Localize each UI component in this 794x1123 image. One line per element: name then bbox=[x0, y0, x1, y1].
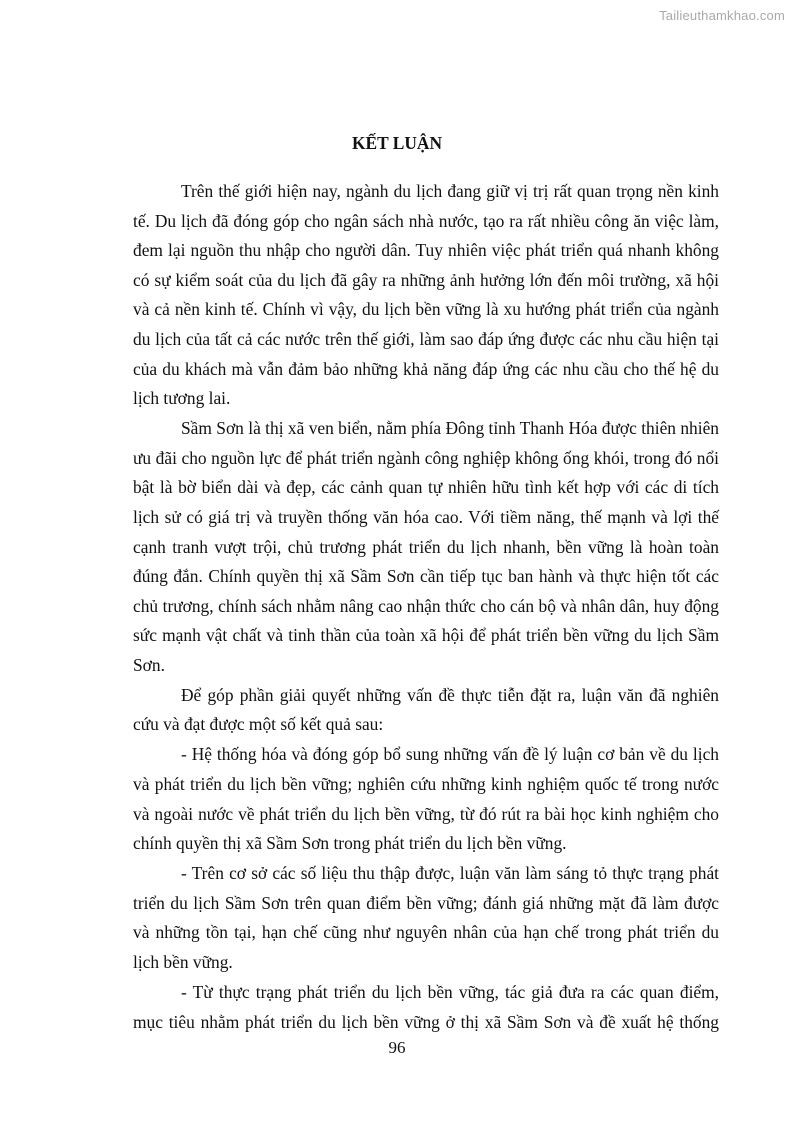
paragraph-6: - Từ thực trạng phát triển du lịch bền vững, tác giả đưa ra các quan điểm, mục tiêu nhằm phát triển du lịch bền vững ở thị xã Sầm Sơn và đề xuất hệ thống bbox=[133, 981, 719, 1032]
paragraph-5: - Trên cơ sở các số liệu thu thập được, luận văn làm sáng tỏ thực trạng phát triển du lịch Sầm Sơn trên quan điểm bền vững; đánh giá những mặt đã làm được và những tồn tại, hạn chế cũng như nguyên nhân của hạn chế trong phát triển du lịch bền vững. bbox=[133, 863, 719, 972]
paragraph-4: - Hệ thống hóa và đóng góp bổ sung những vấn đề lý luận cơ bản về du lịch và phát triển du lịch bền vững; nghiên cứu những kinh nghiệm quốc tế trong nước và ngoài nước về phát triển du lịch bền vững, từ đó rút ra bài học kinh nghiệm cho chính quyền thị xã Sầm Sơn trong phát triển du lịch bền vững. bbox=[133, 744, 719, 854]
body-text bbox=[133, 177, 719, 1038]
page-heading: KẾT LUẬN bbox=[351, 133, 443, 153]
watermark-text: Tailieuthamkhao.com bbox=[659, 8, 785, 23]
paragraph-1: Trên thế giới hiện nay, ngành du lịch đang giữ vị trị rất quan trọng nền kinh tế. Du lịch đã đóng góp cho ngân sách nhà nước, tạo ra rất nhiều công ăn việc làm, đem lại nguồn thu nhập cho người dân. Tuy nhiên việc phát triển quá nhanh không có sự kiểm soát của du lịch đã gây ra những ảnh hưởng lớn đến môi trường, xã hội và cả nền kinh tế. Chính vì vậy, du lịch bền vững là xu hướng phát triển của ngành du lịch của tất cả các nước trên thế giới, làm sao đáp ứng được các nhu cầu hiện tại của du khách mà vẫn đảm bảo những khả năng đáp ứng các nhu cầu cho thế hệ du lịch tương lai. bbox=[133, 181, 719, 409]
paragraph-2: Sầm Sơn là thị xã ven biển, nằm phía Đông tỉnh Thanh Hóa được thiên nhiên ưu đãi cho nguồn lực để phát triển ngành công nghiệp không ống khói, trong đó nổi bật là bờ biển dài và đẹp, các cảnh quan tự nhiên hữu tình kết hợp với các di tích lịch sử có giá trị và truyền thống văn hóa cao. Với tiềm năng, thế mạnh và lợi thế cạnh tranh vượt trội, chủ trương phát triển du lịch nhanh, bền vững là hoàn toàn đúng đắn. Chính quyền thị xã Sầm Sơn cần tiếp tục ban hành và thực hiện tốt các chủ trương, chính sách nhằm nâng cao nhận thức cho cán bộ và nhân dân, huy động sức mạnh vật chất và tinh thần của toàn xã hội để phát triển bền vững du lịch Sầm Sơn. bbox=[133, 418, 719, 675]
page-number: 96 bbox=[388, 1038, 406, 1057]
paragraph-3: Để góp phần giải quyết những vấn đề thực tiễn đặt ra, luận văn đã nghiên cứu và đạt được một số kết quả sau: bbox=[133, 684, 719, 735]
